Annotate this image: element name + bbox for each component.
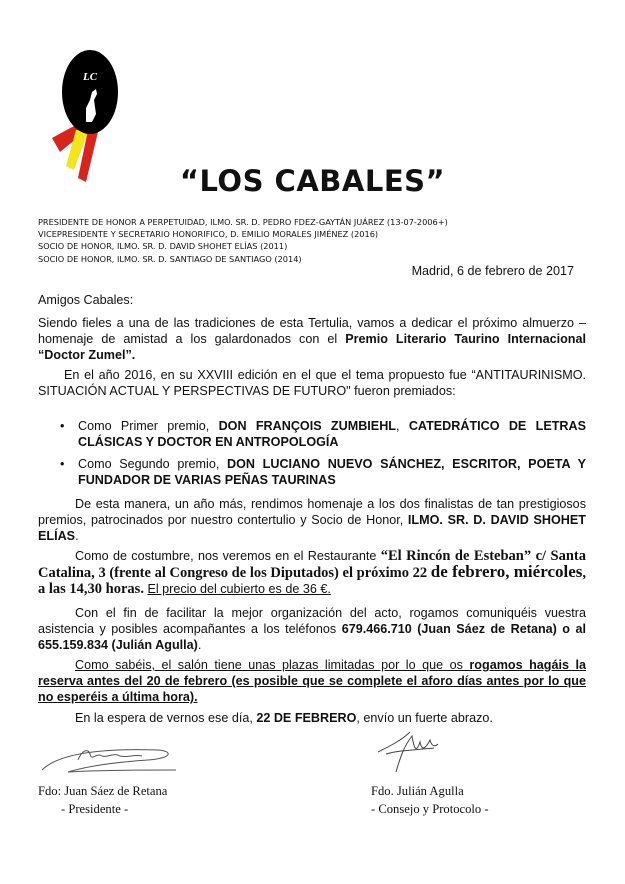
list-item [60,418,586,450]
contact-text: Con el fin de facilitar la mejor organización del acto, rogamos comuniquéis vuestra asistencia y posibles acompañantes a los teléfonos [38,606,586,636]
phone-numbers: 679.466.710 (Juan Sáez de Retana) o al 655.159.834 (Julián Agulla) [38,622,586,652]
honor-line: SOCIO DE HONOR, ILMO. SR. D. DAVID SHOHET ELÍAS (2011) [38,241,288,252]
honor-line: VICEPRESIDENTE Y SECRETARIO HONORIFICO, D. EMILIO MORALES JIMÉNEZ (2016) [38,229,379,240]
reservation-deadline: rogamos hagáis la reserva antes del 20 de febrero (es posible que se complete el aforo días antes por lo que no esperéis a última hora). [38,658,586,704]
prize-list [60,418,586,494]
los-cabales-logo-icon [40,42,130,182]
venue-address: “El Rincón de Esteban” c/ Santa Catalina, 3 (frente al Congreso de los Diputados) el próximo 22 [38,548,586,581]
svg-text:LC: LC [82,71,98,83]
signature-julian-icon [376,728,440,776]
punct: . [75,529,79,543]
prize-label: Como Segundo premio, [78,457,228,471]
winner-name: DON LUCIANO NUEVO SÁNCHEZ, ESCRITOR, POETA Y FUNDADOR DE VARIAS PEÑAS TAURINAS [78,457,587,487]
prize-label: Como Primer premio, [78,419,219,433]
event-date: de febrero, miércoles [430,562,583,581]
paragraph-intro [38,315,586,363]
paragraph-venue [38,548,586,597]
honors-list [38,216,448,265]
paragraph-homage [38,496,586,544]
closing-text: En la espera de vernos ese día, [75,711,257,725]
page-title: “LOS CABALES” [179,164,446,198]
paragraph-closing [38,710,586,726]
signer-role: - Presidente - [61,802,129,816]
honor-line: PRESIDENTE DE HONOR A PERPETUIDAD, ILMO. SR. D. PEDRO FDEZ-GAYTÁN JUÁREZ (13-07-2006+) [38,217,448,227]
punct: . [197,638,202,652]
event-time: , a las 14,30 horas. [38,565,586,597]
list-item [60,456,586,488]
paragraph-reservation [38,657,586,705]
winner-name: DON FRANÇOIS ZUMBIEHL [218,419,396,433]
signature-block-president [38,782,167,818]
signer-role: - Consejo y Protocolo - [371,802,489,816]
letter-date: Madrid, 6 de febrero de 2017 [411,264,574,278]
separator: , [396,419,409,433]
signature-juan-icon [38,740,178,776]
signer-name: Fdo. Julián Agulla [371,784,464,798]
paragraph-contact [38,605,586,653]
signature-block-protocol [371,782,489,818]
winner-title: CATEDRÁTICO DE LETRAS CLÁSICAS Y DOCTOR EN ANTROPOLOGÍA [78,419,586,449]
closing-date: 22 DE FEBRERO [256,711,357,725]
venue-intro: Como de costumbre, nos veremos en el Restaurante [75,549,381,563]
price-note: El precio del cubierto es de 36 €. [147,582,331,596]
prize-name: Premio Literario Taurino Internacional “Doctor Zumel”. [38,332,586,362]
honor-line: SOCIO DE HONOR, ILMO. SR. D. SANTIAGO DE SANTIAGO (2014) [38,253,302,264]
sponsor-name: ILMO. SR. D. DAVID SHOHET ELÍAS [38,513,586,543]
homage-text: De esta manera, un año más, rendimos homenaje a los dos finalistas de tan prestigiosos premios, patrocinados por nuestro contertulio y Socio de Honor, [38,497,586,527]
closing-end: , envío un fuerte abrazo. [356,711,493,725]
paragraph-edition: En el año 2016, en su XXVIII edición en el que el tema propuesto fue “ANTITAURINISMO. SITUACIÓN ACTUAL Y PERSPECTIVAS DE FUTURO" fueron premiados: [38,368,586,398]
reservation-text: Como sabéis, el salón tiene unas plazas limitadas por lo que os [75,658,470,672]
intro-text: Siendo fieles a una de las tradiciones de esta Tertulia, vamos a dedicar el próximo almuerzo – homenaje de amistad a los galardonados con el [38,316,586,346]
greeting: Amigos Cabales: [38,293,134,307]
signer-name: Fdo: Juan Sáez de Retana [38,784,168,798]
